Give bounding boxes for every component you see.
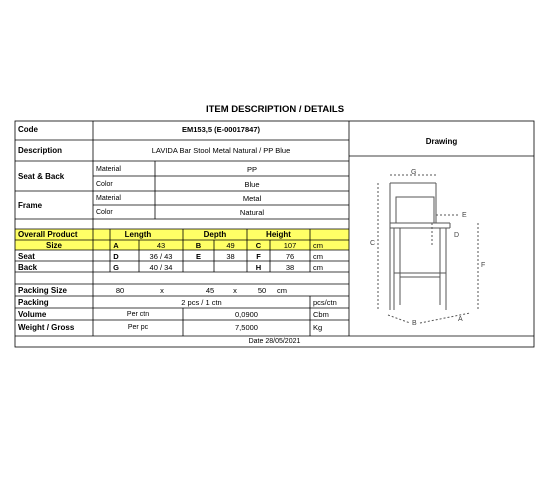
length-header: Length <box>124 230 152 239</box>
packing-size-label: Packing Size <box>18 286 67 295</box>
description-value: LAVIDA Bar Stool Metal Natural / PP Blue <box>151 146 291 155</box>
back-unit: cm <box>313 263 323 272</box>
height-header: Height <box>266 230 291 239</box>
packing-size-x1: x <box>160 286 164 295</box>
seat-label: Seat <box>18 252 35 261</box>
dim-d-value: 36 / 43 <box>149 252 173 261</box>
frame-color: Natural <box>239 208 265 217</box>
dim-h-value: 38 <box>285 263 295 272</box>
code-value: EM153,5 (E-00017847) <box>182 125 260 134</box>
drawing-dim-f: F <box>481 262 486 269</box>
volume-unit: Cbm <box>313 310 329 319</box>
dim-c-label: C <box>255 241 262 250</box>
dim-h-label: H <box>255 263 262 272</box>
back-label: Back <box>18 263 38 272</box>
depth-header: Depth <box>203 230 227 239</box>
dim-a-label: A <box>113 241 119 250</box>
drawing-dim-e: E <box>462 212 467 219</box>
drawing-dim-c: C <box>370 240 376 247</box>
overall-unit: cm <box>313 241 323 250</box>
weight-value: 7,5000 <box>235 323 258 332</box>
dim-g-label: G <box>113 263 119 272</box>
description-label: Description <box>18 146 63 155</box>
packing-size-width: 45 <box>205 286 215 295</box>
packing-size-height: 50 <box>257 286 267 295</box>
dim-a-value: 43 <box>156 241 166 250</box>
dim-e-label: E <box>195 252 201 261</box>
drawing-dim-g: G <box>411 169 417 176</box>
drawing-dim-b: B <box>412 320 417 325</box>
volume-label: Volume <box>18 310 47 319</box>
seat-back-material-label: Material <box>96 166 121 173</box>
packing-size-length: 80 <box>115 286 125 295</box>
drawing-label: Drawing <box>425 137 458 146</box>
frame-material: Metal <box>242 194 262 203</box>
volume-value: 0,0900 <box>235 310 258 319</box>
seat-unit: cm <box>313 252 323 261</box>
seat-back-label: Seat & Back <box>18 172 65 181</box>
drawing-dim-a: A <box>458 316 463 323</box>
dim-f-value: 76 <box>285 252 295 261</box>
dim-e-value: 38 <box>226 252 235 261</box>
packing-size-unit: cm <box>277 286 287 295</box>
document-title: ITEM DESCRIPTION / DETAILS <box>205 104 345 115</box>
seat-back-material: PP <box>246 165 257 174</box>
document-date: Date 28/05/2021 <box>248 338 301 345</box>
seat-back-color: Blue <box>244 180 260 189</box>
frame-label: Frame <box>18 201 43 210</box>
weight-unit: Kg <box>313 323 323 332</box>
weight-label: Weight / Gross <box>18 323 75 332</box>
overall-label-2: Size <box>45 241 62 250</box>
weight-sub: Per pc <box>127 324 149 331</box>
packing-value: 2 pcs / 1 ctn <box>181 298 222 307</box>
dim-b-value: 49 <box>226 241 235 250</box>
drawing-dim-d: D <box>454 232 460 239</box>
dim-c-value: 107 <box>283 241 297 250</box>
frame-material-label: Material <box>96 195 121 202</box>
packing-unit: pcs/ctn <box>313 298 337 307</box>
packing-label: Packing <box>18 298 49 307</box>
code-label: Code <box>18 125 38 134</box>
dim-f-label: F <box>256 252 261 261</box>
dim-b-label: B <box>195 241 202 250</box>
frame-color-label: Color <box>96 209 113 216</box>
dim-d-label: D <box>113 252 119 261</box>
volume-sub: Per ctn <box>126 311 150 318</box>
bar-stool-drawing <box>370 165 500 325</box>
overall-label-1: Overall Product <box>18 230 78 239</box>
seat-back-color-label: Color <box>96 181 113 188</box>
dim-g-value: 40 / 34 <box>149 263 173 272</box>
packing-size-x2: x <box>233 286 237 295</box>
